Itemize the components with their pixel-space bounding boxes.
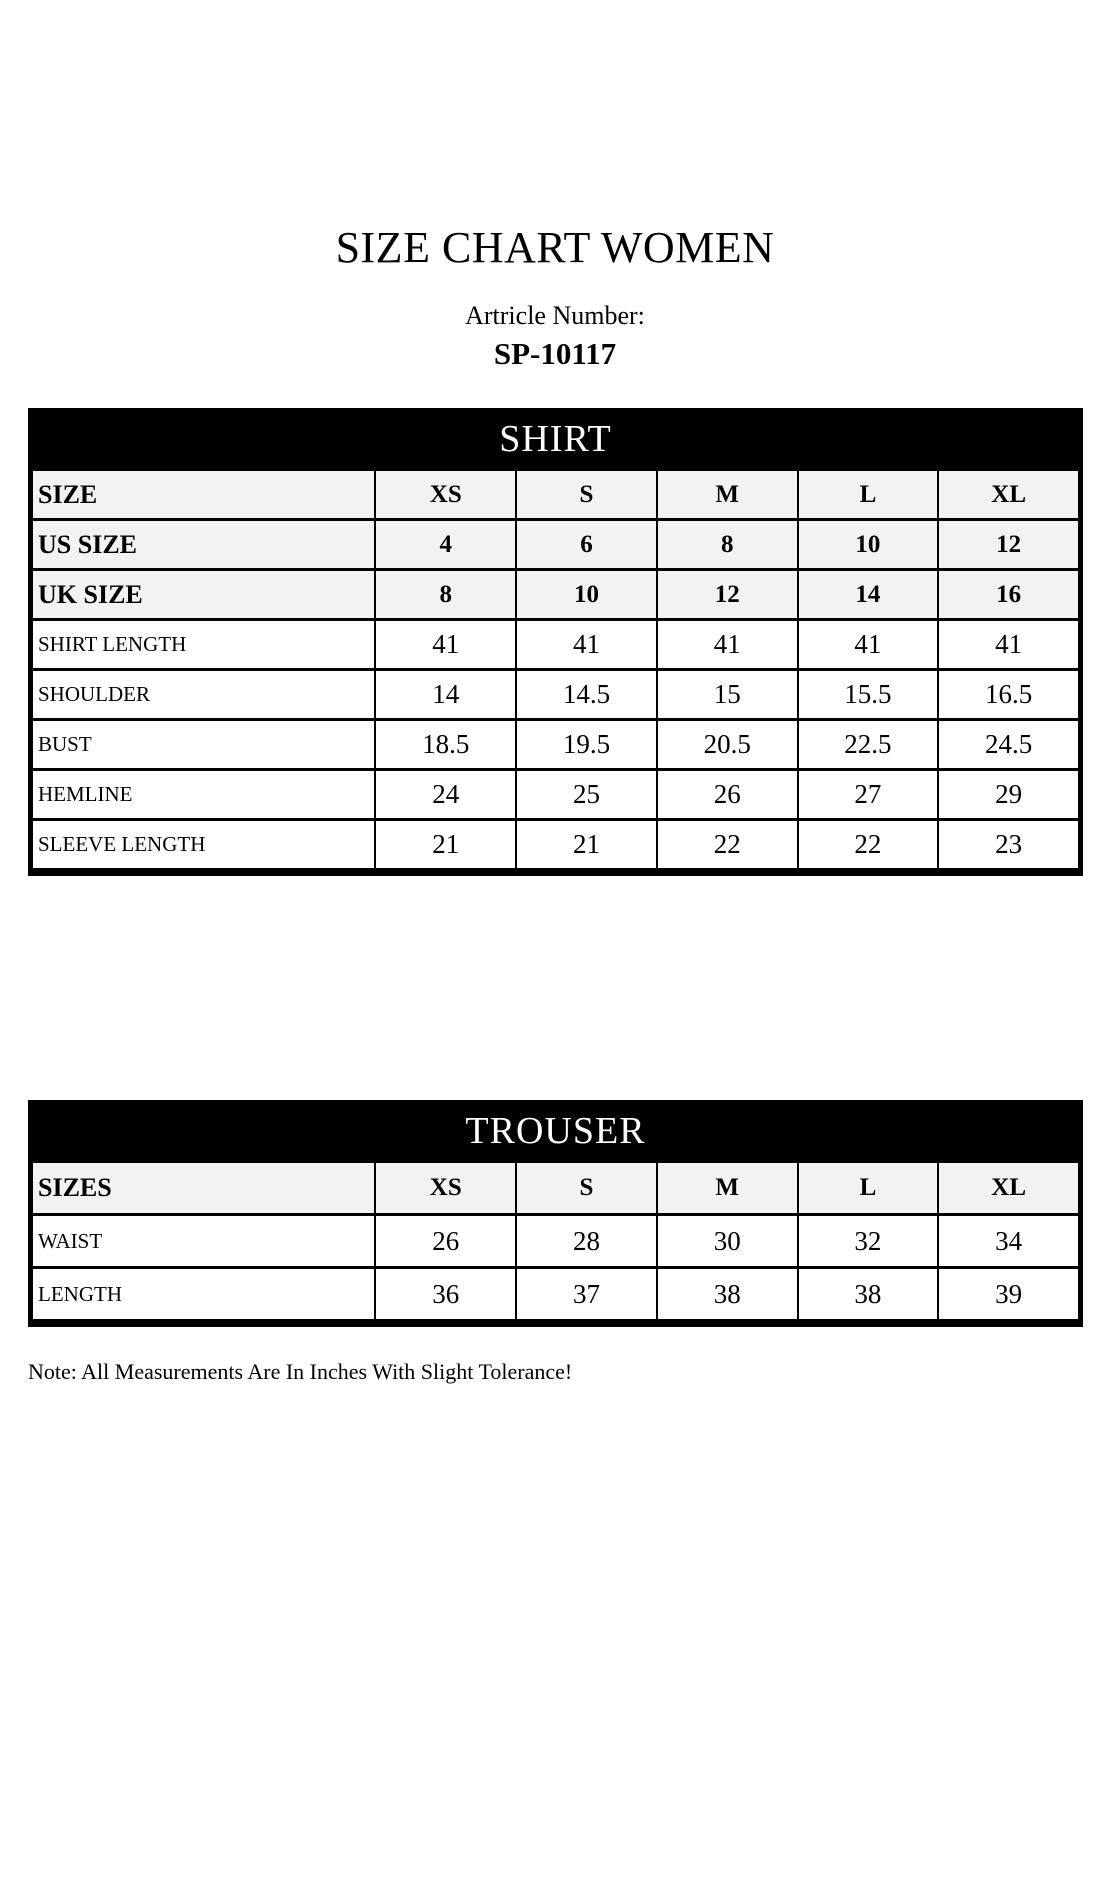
table-row — [32, 820, 1079, 870]
measurement-note: Note: All Measurements Are In Inches With Slight Tolerance! — [28, 1359, 573, 1384]
cell: 8 — [657, 520, 798, 570]
cell: 29 — [938, 770, 1079, 820]
cell: 36 — [375, 1268, 516, 1321]
cell: 21 — [375, 820, 516, 870]
cell: 38 — [657, 1268, 798, 1321]
cell: 41 — [938, 620, 1079, 670]
cell: 37 — [516, 1268, 657, 1321]
cell: 16 — [938, 570, 1079, 620]
cell: 14.5 — [516, 670, 657, 720]
cell: 27 — [798, 770, 939, 820]
cell: 41 — [516, 620, 657, 670]
shirt-size-grid — [31, 468, 1080, 871]
table-row — [32, 1215, 1079, 1268]
row-label: WAIST — [32, 1215, 375, 1268]
cell: 4 — [375, 520, 516, 570]
table-row — [32, 620, 1079, 670]
cell: 23 — [938, 820, 1079, 870]
article-number-label: Artricle Number: — [465, 301, 645, 330]
article-number-value: SP-10117 — [493, 336, 617, 371]
table-row — [32, 720, 1079, 770]
row-label: LENGTH — [32, 1268, 375, 1321]
cell: 21 — [516, 820, 657, 870]
row-label: SIZE — [32, 470, 375, 520]
cell: 41 — [798, 620, 939, 670]
cell: S — [516, 1162, 657, 1215]
row-label: US SIZE — [32, 520, 375, 570]
cell: S — [516, 470, 657, 520]
cell: 41 — [375, 620, 516, 670]
cell: 15.5 — [798, 670, 939, 720]
cell: 6 — [516, 520, 657, 570]
cell: XS — [375, 470, 516, 520]
cell: 22 — [798, 820, 939, 870]
row-label: HEMLINE — [32, 770, 375, 820]
cell: 24.5 — [938, 720, 1079, 770]
cell: 16.5 — [938, 670, 1079, 720]
cell: 26 — [375, 1215, 516, 1268]
cell: L — [798, 1162, 939, 1215]
cell: 30 — [657, 1215, 798, 1268]
table-row — [32, 570, 1079, 620]
cell: 10 — [798, 520, 939, 570]
table-row — [32, 520, 1079, 570]
cell: 22.5 — [798, 720, 939, 770]
cell: 25 — [516, 770, 657, 820]
cell: 14 — [798, 570, 939, 620]
page-title: SIZE CHART WOMEN — [335, 223, 775, 272]
cell: 24 — [375, 770, 516, 820]
cell: 39 — [938, 1268, 1079, 1321]
cell: 34 — [938, 1215, 1079, 1268]
cell: 41 — [657, 620, 798, 670]
cell: 20.5 — [657, 720, 798, 770]
row-label: UK SIZE — [32, 570, 375, 620]
cell: 12 — [938, 520, 1079, 570]
cell: 26 — [657, 770, 798, 820]
cell: 15 — [657, 670, 798, 720]
cell: 22 — [657, 820, 798, 870]
cell: XS — [375, 1162, 516, 1215]
row-label: SIZES — [32, 1162, 375, 1215]
row-label: BUST — [32, 720, 375, 770]
table-row — [32, 770, 1079, 820]
row-label: SLEEVE LENGTH — [32, 820, 375, 870]
table-row — [32, 1268, 1079, 1321]
table-row — [32, 470, 1079, 520]
shirt-table — [28, 408, 1083, 876]
cell: M — [657, 1162, 798, 1215]
cell: 18.5 — [375, 720, 516, 770]
cell: 8 — [375, 570, 516, 620]
row-label: SHOULDER — [32, 670, 375, 720]
shirt-table-title: SHIRT — [31, 411, 1080, 468]
cell: 12 — [657, 570, 798, 620]
cell: 19.5 — [516, 720, 657, 770]
trouser-table-title: TROUSER — [31, 1103, 1080, 1160]
cell: 32 — [798, 1215, 939, 1268]
table-row — [32, 670, 1079, 720]
cell: L — [798, 470, 939, 520]
cell: 38 — [798, 1268, 939, 1321]
row-label: SHIRT LENGTH — [32, 620, 375, 670]
cell: 28 — [516, 1215, 657, 1268]
table-row — [32, 1162, 1079, 1215]
cell: XL — [938, 1162, 1079, 1215]
cell: 14 — [375, 670, 516, 720]
trouser-size-grid — [31, 1160, 1080, 1322]
cell: 10 — [516, 570, 657, 620]
trouser-table — [28, 1100, 1083, 1327]
cell: M — [657, 470, 798, 520]
cell: XL — [938, 470, 1079, 520]
